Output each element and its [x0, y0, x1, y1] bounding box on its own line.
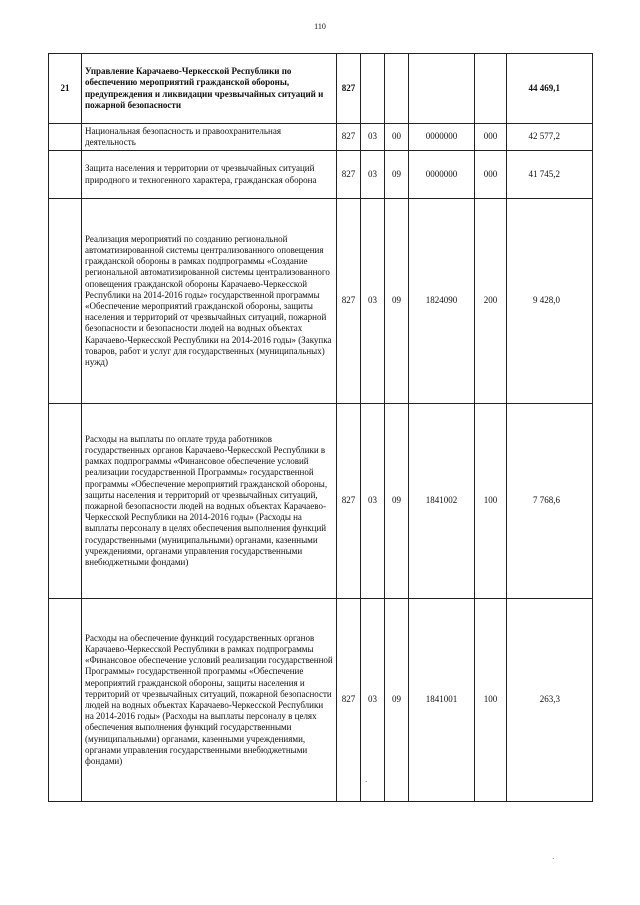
subsection-code: 09	[385, 404, 409, 599]
target-article-code: 1841002	[409, 404, 475, 599]
expense-type-code: 000	[475, 151, 507, 199]
row-name: Расходы на обеспечение функций государственных органов Карачаево-Черкесской Республики в рамках подпрограммы «Финансовое обеспечение условий реализации государственной Программы» государственной программы «Обеспечение мероприятий гражданской обороны, защиты населения и территорий от чрезвычайных ситуаций, пожарной безопасности людей на водных объектах Карачаево-Черкесской Республики на 2014-2016 годы» (Расходы на выплаты персоналу в целях обеспечения выполнения функций государственными (муниципальными) органами, казенными учреждениями, органами управления государственными внебюджетными фондами)	[82, 599, 337, 802]
ministry-code: 827	[337, 199, 361, 404]
section-code: 03	[361, 151, 385, 199]
section-code: 03	[361, 404, 385, 599]
table-row	[49, 54, 593, 124]
subsection-code	[385, 54, 409, 124]
ministry-code: 827	[337, 599, 361, 802]
expense-type-code: 100	[475, 404, 507, 599]
table-row	[49, 404, 593, 599]
table-row	[49, 199, 593, 404]
amount: 9 428,0	[507, 199, 593, 404]
expense-type-code: 200	[475, 199, 507, 404]
subsection-code: 09	[385, 151, 409, 199]
target-article-code	[409, 54, 475, 124]
scan-speck: ·	[365, 778, 368, 786]
target-article-code: 0000000	[409, 151, 475, 199]
row-number	[49, 124, 82, 151]
ministry-code: 827	[337, 54, 361, 124]
budget-table	[48, 53, 593, 802]
row-number	[49, 404, 82, 599]
amount: 41 745,2	[507, 151, 593, 199]
expense-type-code: 000	[475, 124, 507, 151]
row-number	[49, 151, 82, 199]
expense-type-code	[475, 54, 507, 124]
row-number: 21	[49, 54, 82, 124]
ministry-code: 827	[337, 124, 361, 151]
row-number	[49, 599, 82, 802]
amount: 7 768,6	[507, 404, 593, 599]
target-article-code: 0000000	[409, 124, 475, 151]
ministry-code: 827	[337, 151, 361, 199]
target-article-code: 1841001	[409, 599, 475, 802]
section-code	[361, 54, 385, 124]
subsection-code: 09	[385, 599, 409, 802]
scan-speck: ·	[552, 855, 555, 863]
row-number	[49, 199, 82, 404]
subsection-code: 00	[385, 124, 409, 151]
row-name: Защита населения и территории от чрезвычайных ситуаций природного и техногенного характера, гражданская оборона	[82, 151, 337, 199]
amount: 44 469,1	[507, 54, 593, 124]
section-code: 03	[361, 199, 385, 404]
row-name: Национальная безопасность и правоохранительная деятельность	[82, 124, 337, 151]
page-number: 110	[314, 22, 326, 31]
amount: 42 577,2	[507, 124, 593, 151]
table-row	[49, 124, 593, 151]
expense-type-code: 100	[475, 599, 507, 802]
row-name: Расходы на выплаты по оплате труда работников государственных органов Карачаево-Черкесской Республики в рамках подпрограммы «Финансовое обеспечение условий реализации государственной Программы» государственной программы «Обеспечение мероприятий гражданской обороны, защиты населения и территорий от чрезвычайных ситуаций, пожарной безопасности людей на водных объектах Карачаево-Черкесской Республики на 2014-2016 годы» (Расходы на выплаты персоналу в целях обеспечения выполнения функций государственными (муниципальными) органами, казенными учреждениями, органами управления государственными внебюджетными фондами)	[82, 404, 337, 599]
subsection-code: 09	[385, 199, 409, 404]
target-article-code: 1824090	[409, 199, 475, 404]
table-row	[49, 151, 593, 199]
amount: 263,3	[507, 599, 593, 802]
section-code: 03	[361, 599, 385, 802]
ministry-code: 827	[337, 404, 361, 599]
row-name: Реализация мероприятий по созданию региональной автоматизированной системы централизованного оповещения гражданской обороны в рамках подпрограммы «Создание региональной автоматизированной системы централизованного оповещения гражданской обороны Карачаево-Черкесской Республики на 2014-2016 годы» государственной программы «Обеспечение мероприятий гражданской обороны, защиты населения и территорий от чрезвычайных ситуаций, пожарной безопасности и безопасности людей на водных объектах Карачаево-Черкесской Республики на 2014-2016 годы» (Закупка товаров, работ и услуг для государственных (муниципальных) нужд)	[82, 199, 337, 404]
table-row	[49, 599, 593, 802]
section-code: 03	[361, 124, 385, 151]
row-name: Управление Карачаево-Черкесской Республики по обеспечению мероприятий гражданской обороны, предупреждения и ликвидации чрезвычайных ситуаций и пожарной безопасности	[82, 54, 337, 124]
